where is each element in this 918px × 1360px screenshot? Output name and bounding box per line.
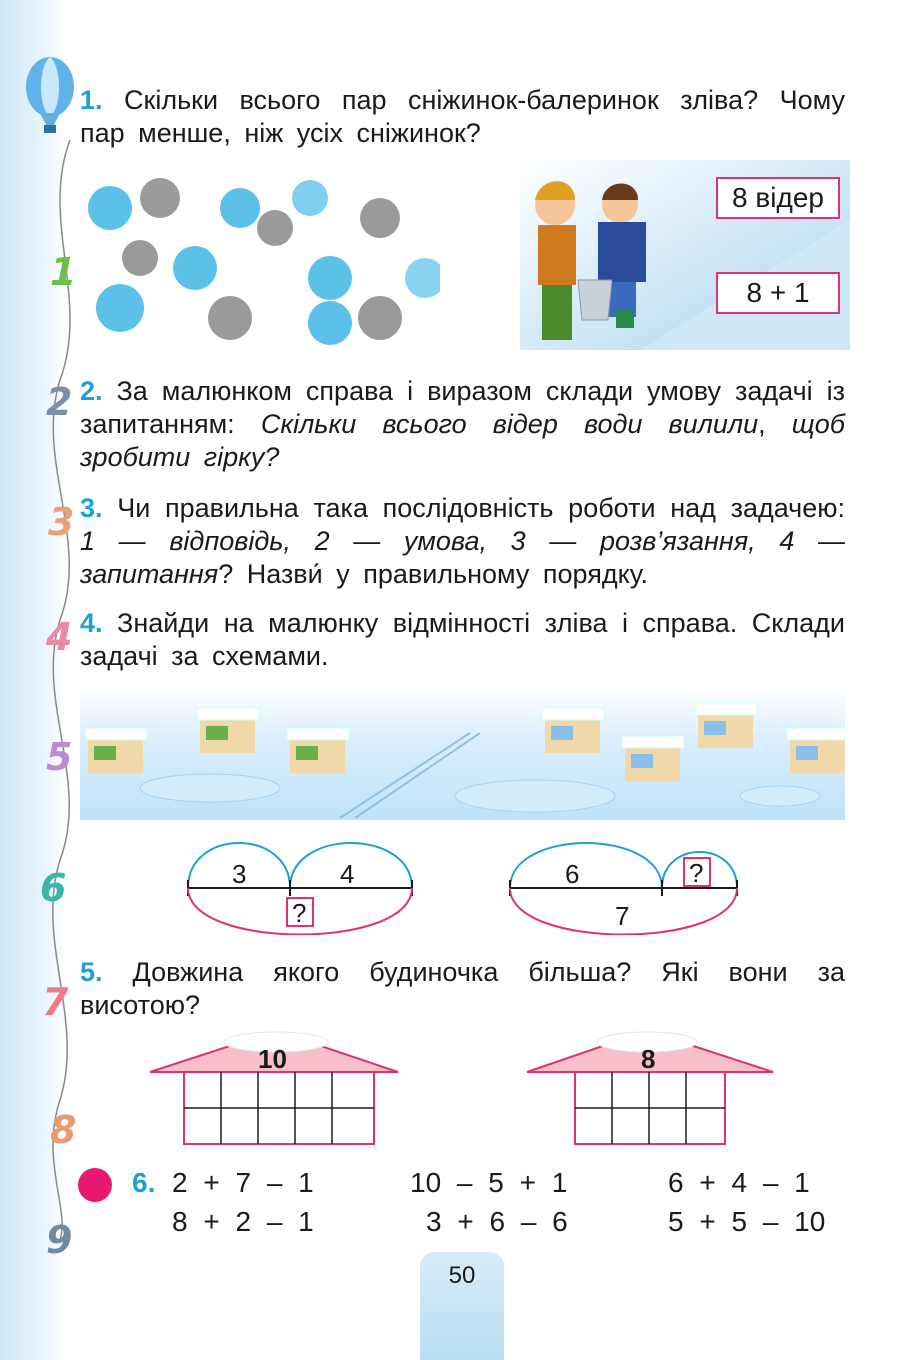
task-5-number: 5.	[80, 957, 103, 987]
task-2-comma: ,	[758, 409, 792, 439]
task-5-text: Довжина якого будиночка більша? Які вони за висотою?	[80, 957, 845, 1020]
task-1-number: 1.	[80, 85, 103, 115]
scheme-1-part-b: 4	[340, 859, 355, 889]
expression-box: 8 + 1	[716, 272, 840, 314]
scheme-1	[180, 840, 420, 935]
margin-number-2: 2	[46, 380, 73, 424]
task-2	[80, 375, 845, 474]
balloon-icon	[22, 55, 78, 137]
house-2-label: 8	[641, 1044, 656, 1074]
task-4-number: 4.	[80, 608, 103, 638]
house-1-label: 10	[258, 1044, 287, 1074]
task-1	[80, 84, 845, 150]
margin-number-7: 7	[42, 980, 69, 1024]
page-number: 50	[448, 1262, 476, 1289]
margin-number-3: 3	[48, 500, 75, 544]
scheme-2	[502, 840, 747, 935]
task-2-number: 2.	[80, 376, 103, 406]
task-3-sequence-italic: 1 — відповідь, 2 — умова, 3 — розв’язання, 4 — запитання	[80, 526, 845, 589]
house-2	[525, 1030, 780, 1145]
expression-3: 10 – 5 + 1	[410, 1167, 568, 1198]
expression-6: 5 + 5 – 10	[668, 1206, 826, 1237]
expression-2: 8 + 2 – 1	[172, 1206, 314, 1237]
winter-village-scene	[80, 688, 845, 820]
task-5	[80, 956, 845, 1022]
scheme-1-total: ?	[292, 898, 307, 928]
task-2-text: За малюнком справа і виразом склади умову задачі із запитанням:	[80, 376, 845, 439]
house-1	[148, 1030, 403, 1145]
snowflake-ballerinas-illustration	[80, 158, 440, 353]
task-2-question-italic: Скільки всього відер води вилили	[260, 409, 759, 439]
task-3-number: 3.	[80, 493, 103, 523]
task-3-text-end: ? Назви́ у правильному порядку.	[218, 559, 649, 589]
pink-bullet-icon	[78, 1168, 112, 1202]
task-6-number: 6.	[132, 1167, 156, 1198]
margin-number-8: 8	[50, 1108, 77, 1152]
margin-number-1: 1	[50, 250, 77, 294]
expression-4: 3 + 6 – 6	[426, 1206, 568, 1237]
margin-number-5: 5	[46, 735, 73, 779]
task-2-question-italic-end: щоб зробити гірку?	[80, 409, 845, 472]
task-1-text: Скільки всього пар сніжинок-балеринок зліва? Чому пар менше, ніж усіх сніжинок?	[80, 85, 845, 148]
scheme-2-total: 7	[615, 901, 630, 931]
village-houses	[80, 688, 845, 820]
task-3-text: Чи правильна така послідовність роботи над задачею:	[117, 493, 845, 523]
buckets-label-box: 8 відер	[716, 177, 840, 219]
task-4	[80, 607, 845, 673]
task-3	[80, 492, 845, 591]
scheme-1-part-a: 3	[232, 859, 247, 889]
expression-1: 2 + 7 – 1	[172, 1167, 314, 1198]
scheme-2-part-a: 6	[565, 859, 580, 889]
margin-number-6: 6	[40, 866, 67, 910]
margin-number-4: 4	[46, 615, 73, 659]
expression-5: 6 + 4 – 1	[668, 1167, 810, 1198]
scheme-2-part-b: ?	[689, 858, 704, 888]
task-4-text: Знайди на малюнку відмінності зліва і справа. Склади задачі за схемами.	[80, 608, 845, 671]
margin-number-9: 9	[46, 1218, 73, 1262]
